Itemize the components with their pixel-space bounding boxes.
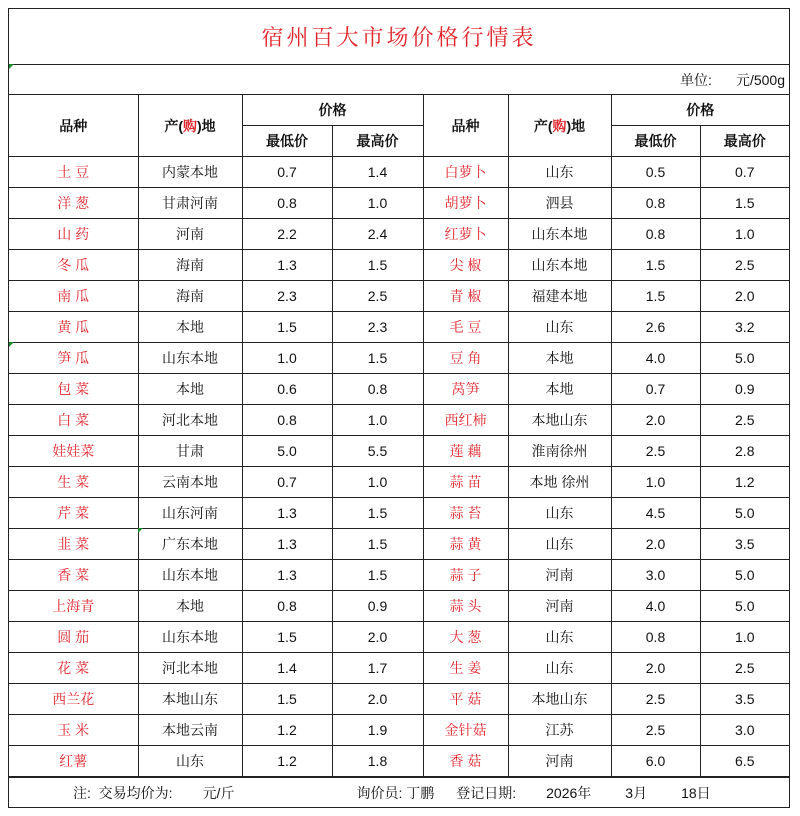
origin-right-cell: 河南 (508, 746, 611, 777)
min-price-right-cell: 2.5 (611, 684, 700, 715)
min-price-left-cell: 1.2 (242, 746, 332, 777)
variety-left-cell: 包 菜 (9, 374, 138, 405)
min-price-right-cell: 2.0 (611, 529, 700, 560)
min-price-right-cell: 3.0 (611, 560, 700, 591)
min-price-left-cell: 2.2 (242, 219, 332, 250)
max-price-left-cell: 1.0 (332, 188, 423, 219)
variety-left-cell: 上海青 (9, 591, 138, 622)
origin-left-cell: 本地山东 (138, 684, 242, 715)
min-price-left-cell: 2.3 (242, 281, 332, 312)
unit-value: 元/500g (735, 71, 785, 88)
min-price-left-cell: 1.0 (242, 343, 332, 374)
table-row (9, 343, 789, 374)
unit-row (9, 65, 789, 95)
max-price-right-cell: 1.2 (700, 467, 789, 498)
origin-left-cell: 山东本地 (138, 622, 242, 653)
max-price-right-cell: 2.5 (700, 250, 789, 281)
max-price-right-cell: 2.5 (700, 405, 789, 436)
variety-left-cell: 冬 瓜 (9, 250, 138, 281)
header-price-right: 价格 (611, 95, 789, 126)
min-price-left-cell: 0.7 (242, 157, 332, 188)
header-origin-right (508, 95, 611, 157)
max-price-left-cell: 1.9 (332, 715, 423, 746)
table-row (9, 529, 789, 560)
min-price-right-cell: 0.7 (611, 374, 700, 405)
header-origin-left (138, 95, 242, 157)
max-price-left-cell: 0.8 (332, 374, 423, 405)
origin-right-cell: 河南 (508, 560, 611, 591)
variety-right-cell: 大 葱 (423, 622, 508, 653)
variety-left-cell: 黄 瓜 (9, 312, 138, 343)
footer-inquirer: 询价员: 丁鹏 (356, 784, 435, 801)
max-price-right-cell: 2.5 (700, 653, 789, 684)
footer-unit: 元/斤 (202, 784, 235, 801)
origin-right-cell: 本地 (508, 374, 611, 405)
origin-left-cell: 河南 (138, 219, 242, 250)
max-price-right-cell: 5.0 (700, 498, 789, 529)
origin-right-cell: 泗县 (508, 188, 611, 219)
table-row (9, 498, 789, 529)
origin-right-cell: 本地山东 (508, 405, 611, 436)
max-price-left-cell: 1.5 (332, 560, 423, 591)
origin-right-cell: 江苏 (508, 715, 611, 746)
max-price-right-cell: 1.0 (700, 219, 789, 250)
min-price-left-cell: 0.7 (242, 467, 332, 498)
variety-left-cell: 生 菜 (9, 467, 138, 498)
table-body (9, 157, 789, 777)
origin-right-cell: 山东 (508, 529, 611, 560)
origin-left-cell: 内蒙本地 (138, 157, 242, 188)
price-table (9, 95, 789, 777)
min-price-right-cell: 6.0 (611, 746, 700, 777)
max-price-right-cell: 5.0 (700, 343, 789, 374)
table-row (9, 715, 789, 746)
table-row (9, 622, 789, 653)
variety-left-cell: 圆 茄 (9, 622, 138, 653)
footer-row (9, 777, 789, 807)
origin-left-cell: 本地 (138, 374, 242, 405)
origin-left-cell: 广东本地 (138, 529, 242, 560)
max-price-left-cell: 2.3 (332, 312, 423, 343)
footer-month: 3月 (625, 784, 648, 801)
table-row (9, 684, 789, 715)
variety-right-cell: 香 菇 (423, 746, 508, 777)
variety-left-cell: 南 瓜 (9, 281, 138, 312)
min-price-right-cell: 0.8 (611, 219, 700, 250)
origin-left-cell: 本地 (138, 312, 242, 343)
min-price-right-cell: 0.8 (611, 622, 700, 653)
min-price-right-cell: 2.0 (611, 653, 700, 684)
variety-left-cell: 山 药 (9, 219, 138, 250)
max-price-right-cell: 3.2 (700, 312, 789, 343)
max-price-left-cell: 1.0 (332, 467, 423, 498)
origin-left-cell: 甘肃 (138, 436, 242, 467)
table-row (9, 746, 789, 777)
min-price-right-cell: 2.5 (611, 715, 700, 746)
min-price-left-cell: 1.5 (242, 622, 332, 653)
variety-right-cell: 蒜 苗 (423, 467, 508, 498)
variety-left-cell: 娃娃菜 (9, 436, 138, 467)
max-price-left-cell: 1.5 (332, 250, 423, 281)
origin-right-cell: 山东 (508, 312, 611, 343)
min-price-right-cell: 0.5 (611, 157, 700, 188)
table-row (9, 467, 789, 498)
variety-right-cell: 青 椒 (423, 281, 508, 312)
max-price-left-cell: 2.5 (332, 281, 423, 312)
origin-right-cell: 本地 徐州 (508, 467, 611, 498)
max-price-left-cell: 1.4 (332, 157, 423, 188)
variety-left-cell: 土 豆 (9, 157, 138, 188)
origin-right-cell: 山东 (508, 653, 611, 684)
min-price-left-cell: 1.3 (242, 560, 332, 591)
variety-right-cell: 莲 藕 (423, 436, 508, 467)
header-price-left: 价格 (242, 95, 423, 126)
variety-left-cell: 红薯 (9, 746, 138, 777)
variety-left-cell: 香 菜 (9, 560, 138, 591)
table-row (9, 188, 789, 219)
variety-right-cell: 蒜 黄 (423, 529, 508, 560)
min-price-left-cell: 0.8 (242, 591, 332, 622)
price-sheet (8, 8, 790, 808)
variety-right-cell: 金针菇 (423, 715, 508, 746)
variety-right-cell: 蒜 头 (423, 591, 508, 622)
footer-note: 注: 交易均价为: (73, 784, 173, 801)
max-price-left-cell: 1.0 (332, 405, 423, 436)
origin-right-cell: 山东 (508, 498, 611, 529)
origin-left-cell: 河北本地 (138, 653, 242, 684)
min-price-right-cell: 4.0 (611, 343, 700, 374)
max-price-left-cell: 2.4 (332, 219, 423, 250)
origin-left-cell: 海南 (138, 250, 242, 281)
min-price-left-cell: 1.3 (242, 498, 332, 529)
min-price-left-cell: 5.0 (242, 436, 332, 467)
min-price-left-cell: 1.5 (242, 684, 332, 715)
variety-left-cell: 韭 菜 (9, 529, 138, 560)
min-price-right-cell: 1.5 (611, 250, 700, 281)
cell-marker-icon (9, 342, 14, 347)
origin-highlight: 购 (183, 117, 197, 134)
variety-right-cell: 蒜 苔 (423, 498, 508, 529)
variety-right-cell: 蒜 子 (423, 560, 508, 591)
min-price-right-cell: 1.0 (611, 467, 700, 498)
variety-right-cell: 红萝卜 (423, 219, 508, 250)
origin-right-cell: 本地 (508, 343, 611, 374)
table-row (9, 591, 789, 622)
max-price-left-cell: 2.0 (332, 684, 423, 715)
max-price-right-cell: 2.8 (700, 436, 789, 467)
min-price-left-cell: 0.6 (242, 374, 332, 405)
variety-left-cell: 洋 葱 (9, 188, 138, 219)
min-price-right-cell: 2.5 (611, 436, 700, 467)
max-price-left-cell: 2.0 (332, 622, 423, 653)
min-price-right-cell: 0.8 (611, 188, 700, 219)
origin-prefix: 产( (164, 117, 183, 134)
min-price-right-cell: 1.5 (611, 281, 700, 312)
variety-left-cell: 笋 瓜 (9, 343, 138, 374)
max-price-right-cell: 0.9 (700, 374, 789, 405)
max-price-right-cell: 6.5 (700, 746, 789, 777)
variety-left-cell: 白 菜 (9, 405, 138, 436)
variety-right-cell: 毛 豆 (423, 312, 508, 343)
max-price-right-cell: 3.5 (700, 684, 789, 715)
table-row (9, 653, 789, 684)
min-price-right-cell: 4.5 (611, 498, 700, 529)
variety-right-cell: 胡萝卜 (423, 188, 508, 219)
origin-left-cell: 山东河南 (138, 498, 242, 529)
origin-left-cell: 山东本地 (138, 560, 242, 591)
origin-left-cell: 河北本地 (138, 405, 242, 436)
origin-right-cell: 福建本地 (508, 281, 611, 312)
header-variety-right: 品种 (423, 95, 508, 157)
table-row (9, 157, 789, 188)
variety-right-cell: 西红柿 (423, 405, 508, 436)
max-price-left-cell: 1.5 (332, 529, 423, 560)
header-variety-left: 品种 (9, 95, 138, 157)
min-price-right-cell: 4.0 (611, 591, 700, 622)
unit-label: 单位: (680, 71, 712, 88)
min-price-left-cell: 1.4 (242, 653, 332, 684)
min-price-left-cell: 1.2 (242, 715, 332, 746)
table-row (9, 312, 789, 343)
max-price-left-cell: 1.7 (332, 653, 423, 684)
header-max-left: 最高价 (332, 126, 423, 157)
max-price-right-cell: 1.0 (700, 622, 789, 653)
max-price-right-cell: 1.5 (700, 188, 789, 219)
footer-year: 2026年 (546, 784, 592, 801)
min-price-left-cell: 0.8 (242, 188, 332, 219)
min-price-left-cell: 0.8 (242, 405, 332, 436)
header-max-right: 最高价 (700, 126, 789, 157)
table-row (9, 219, 789, 250)
sheet-title: 宿州百大市场价格行情表 (9, 9, 789, 65)
variety-right-cell: 生 姜 (423, 653, 508, 684)
max-price-right-cell: 5.0 (700, 560, 789, 591)
table-row (9, 436, 789, 467)
max-price-right-cell: 2.0 (700, 281, 789, 312)
max-price-right-cell: 0.7 (700, 157, 789, 188)
variety-left-cell: 玉 米 (9, 715, 138, 746)
max-price-left-cell: 5.5 (332, 436, 423, 467)
table-row (9, 374, 789, 405)
variety-left-cell: 西兰花 (9, 684, 138, 715)
origin-left-cell: 山东 (138, 746, 242, 777)
origin-prefix: 产( (533, 117, 553, 134)
table-row (9, 405, 789, 436)
min-price-left-cell: 1.5 (242, 312, 332, 343)
table-row (9, 250, 789, 281)
origin-left-cell: 云南本地 (138, 467, 242, 498)
origin-right-cell: 山东本地 (508, 250, 611, 281)
variety-right-cell: 尖 椒 (423, 250, 508, 281)
max-price-left-cell: 1.5 (332, 498, 423, 529)
max-price-right-cell: 5.0 (700, 591, 789, 622)
origin-highlight: 购 (552, 117, 567, 134)
variety-left-cell: 芹 菜 (9, 498, 138, 529)
max-price-left-cell: 1.5 (332, 343, 423, 374)
origin-left-cell: 本地 (138, 591, 242, 622)
header-min-left: 最低价 (242, 126, 332, 157)
origin-left-cell: 山东本地 (138, 343, 242, 374)
origin-right-cell: 本地山东 (508, 684, 611, 715)
max-price-left-cell: 0.9 (332, 591, 423, 622)
origin-suffix: )地 (566, 117, 586, 134)
origin-right-cell: 山东本地 (508, 219, 611, 250)
table-row (9, 560, 789, 591)
origin-left-cell: 海南 (138, 281, 242, 312)
table-row (9, 281, 789, 312)
min-price-right-cell: 2.0 (611, 405, 700, 436)
header-min-right: 最低价 (611, 126, 700, 157)
origin-right-cell: 山东 (508, 157, 611, 188)
variety-right-cell: 豆 角 (423, 343, 508, 374)
origin-right-cell: 河南 (508, 591, 611, 622)
origin-left-cell: 甘肃河南 (138, 188, 242, 219)
cell-marker-icon (9, 64, 14, 69)
origin-suffix: )地 (197, 117, 216, 134)
variety-right-cell: 莴笋 (423, 374, 508, 405)
footer-day: 18日 (681, 784, 711, 801)
footer-date-label: 登记日期: (456, 784, 517, 801)
origin-left-cell: 本地云南 (138, 715, 242, 746)
min-price-left-cell: 1.3 (242, 250, 332, 281)
variety-left-cell: 花 菜 (9, 653, 138, 684)
max-price-left-cell: 1.8 (332, 746, 423, 777)
max-price-right-cell: 3.5 (700, 529, 789, 560)
cell-marker-icon (138, 528, 143, 533)
max-price-right-cell: 3.0 (700, 715, 789, 746)
origin-right-cell: 山东 (508, 622, 611, 653)
variety-right-cell: 白萝卜 (423, 157, 508, 188)
origin-right-cell: 淮南徐州 (508, 436, 611, 467)
variety-right-cell: 平 菇 (423, 684, 508, 715)
min-price-right-cell: 2.6 (611, 312, 700, 343)
min-price-left-cell: 1.3 (242, 529, 332, 560)
